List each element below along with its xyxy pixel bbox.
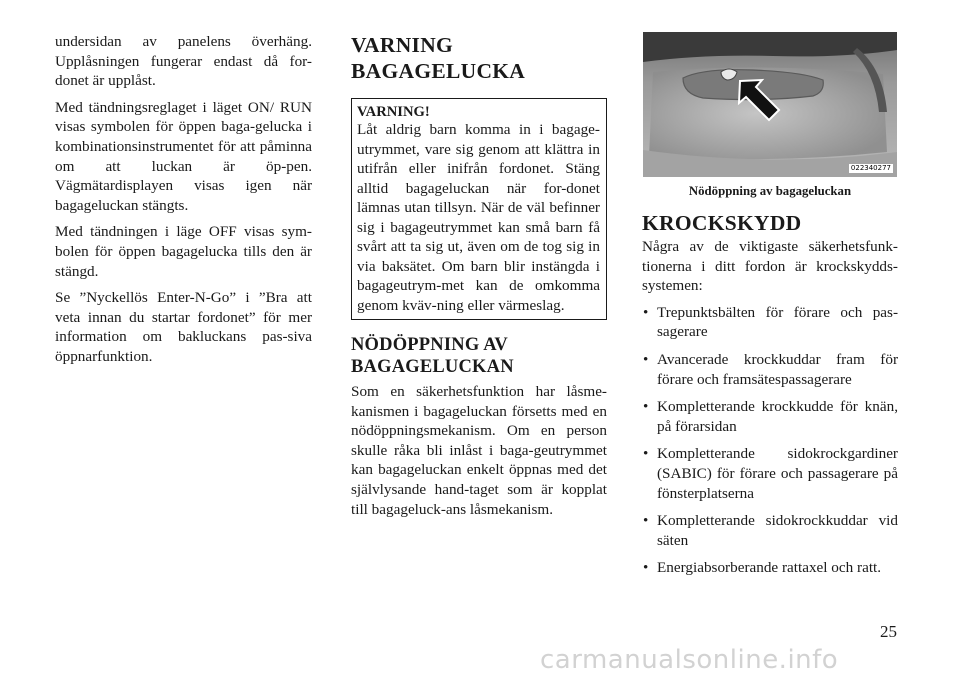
section-heading-occupant-restraints: KROCKSKYDD — [642, 211, 802, 235]
figure-code: 022340277 — [850, 164, 891, 172]
list-item: • Avancerade krockkuddar fram för förare och framsätespassagerare — [642, 350, 898, 389]
heading-line: BAGAGELUCKA — [351, 59, 526, 83]
section-heading-emergency-release — [351, 334, 607, 378]
trunk-interior-illustration — [643, 32, 897, 177]
list-item: • Energiabsorberande rattaxel och ratt. — [642, 558, 898, 578]
trunk-release-figure — [643, 32, 897, 177]
heading-line: VARNING — [351, 33, 454, 57]
paragraph: Några av de viktigaste säkerhetsfunk-tionerna i ditt fordon är krockskydds-systemen: — [642, 238, 898, 295]
restraint-list — [642, 303, 898, 578]
paragraph: Se ”Nyckellös Enter-N-Go” i ”Bra att veta innan du startar fordonet” för mer information om bakluckans pas-siva öppnarfunktion. — [55, 289, 312, 365]
paragraph: Som en säkerhetsfunktion har låsme-kanismen i bagageluckan försetts med en nödöppningsmekanism. Om en person skulle råka bli inlåst i baga-geutrymmet kan bagageluckan enkelt öppnas med det självlysande hand-taget som är kopplat till bagageluck-ans låsmekanism. — [351, 383, 607, 518]
paragraph: Med tändningen i läge OFF visas sym-bolen för öppen bagagelucka tills den är stängd. — [55, 223, 312, 280]
list-item: • Kompletterande krockkudde för knän, på förarsidan — [642, 397, 898, 436]
paragraph: Med tändningsreglaget i läget ON/ RUN visas symbolen för öppen baga-gelucka i kombinationsinstrumentet för att påminna om att luckan är öp-pen. Vägmätardisplayen visas igen när bagageluckan stängts. — [55, 98, 312, 214]
heading-line: NÖDÖPPNING AV — [351, 335, 508, 355]
section-heading-warning — [351, 32, 607, 84]
column-right — [642, 32, 898, 586]
heading-line: BAGAGELUCKAN — [351, 357, 514, 377]
figure-caption: Nödöppning av bagageluckan — [688, 184, 852, 198]
column-middle — [351, 32, 607, 526]
paragraph: undersidan av panelens överhäng. Upplåsningen fungerar endast då for-donet är upplåst. — [55, 33, 312, 90]
warning-box — [351, 98, 607, 320]
list-item: • Kompletterande sidokrockkuddar vid säten — [642, 511, 898, 550]
warning-title: VARNING! — [357, 104, 430, 120]
column-left — [55, 32, 312, 374]
watermark: carmanualsonline.info — [540, 645, 839, 675]
list-item: • Kompletterande sidokrockgardiner (SABIC) för förare och passagerare på fönsterplatserna — [642, 444, 898, 503]
list-item: • Trepunktsbälten för förare och pas-sagerare — [642, 303, 898, 342]
page-number: 25 — [880, 622, 897, 641]
warning-text: Låt aldrig barn komma in i bagage-utrymmet, vare sig genom att klättra in utifrån eller inifrån fordonet. Stäng alltid bagageluckan när for-donet lämnas utan tillsyn. När de väl befinner sig i bagageutrymmet kan små barn få svårt att ta sig ut, även om de tog sig in via baksätet. Om barn blir instängda i bagageutrym-met kan de omkomma genom kväv-ning eller värmeslag. — [357, 121, 600, 314]
